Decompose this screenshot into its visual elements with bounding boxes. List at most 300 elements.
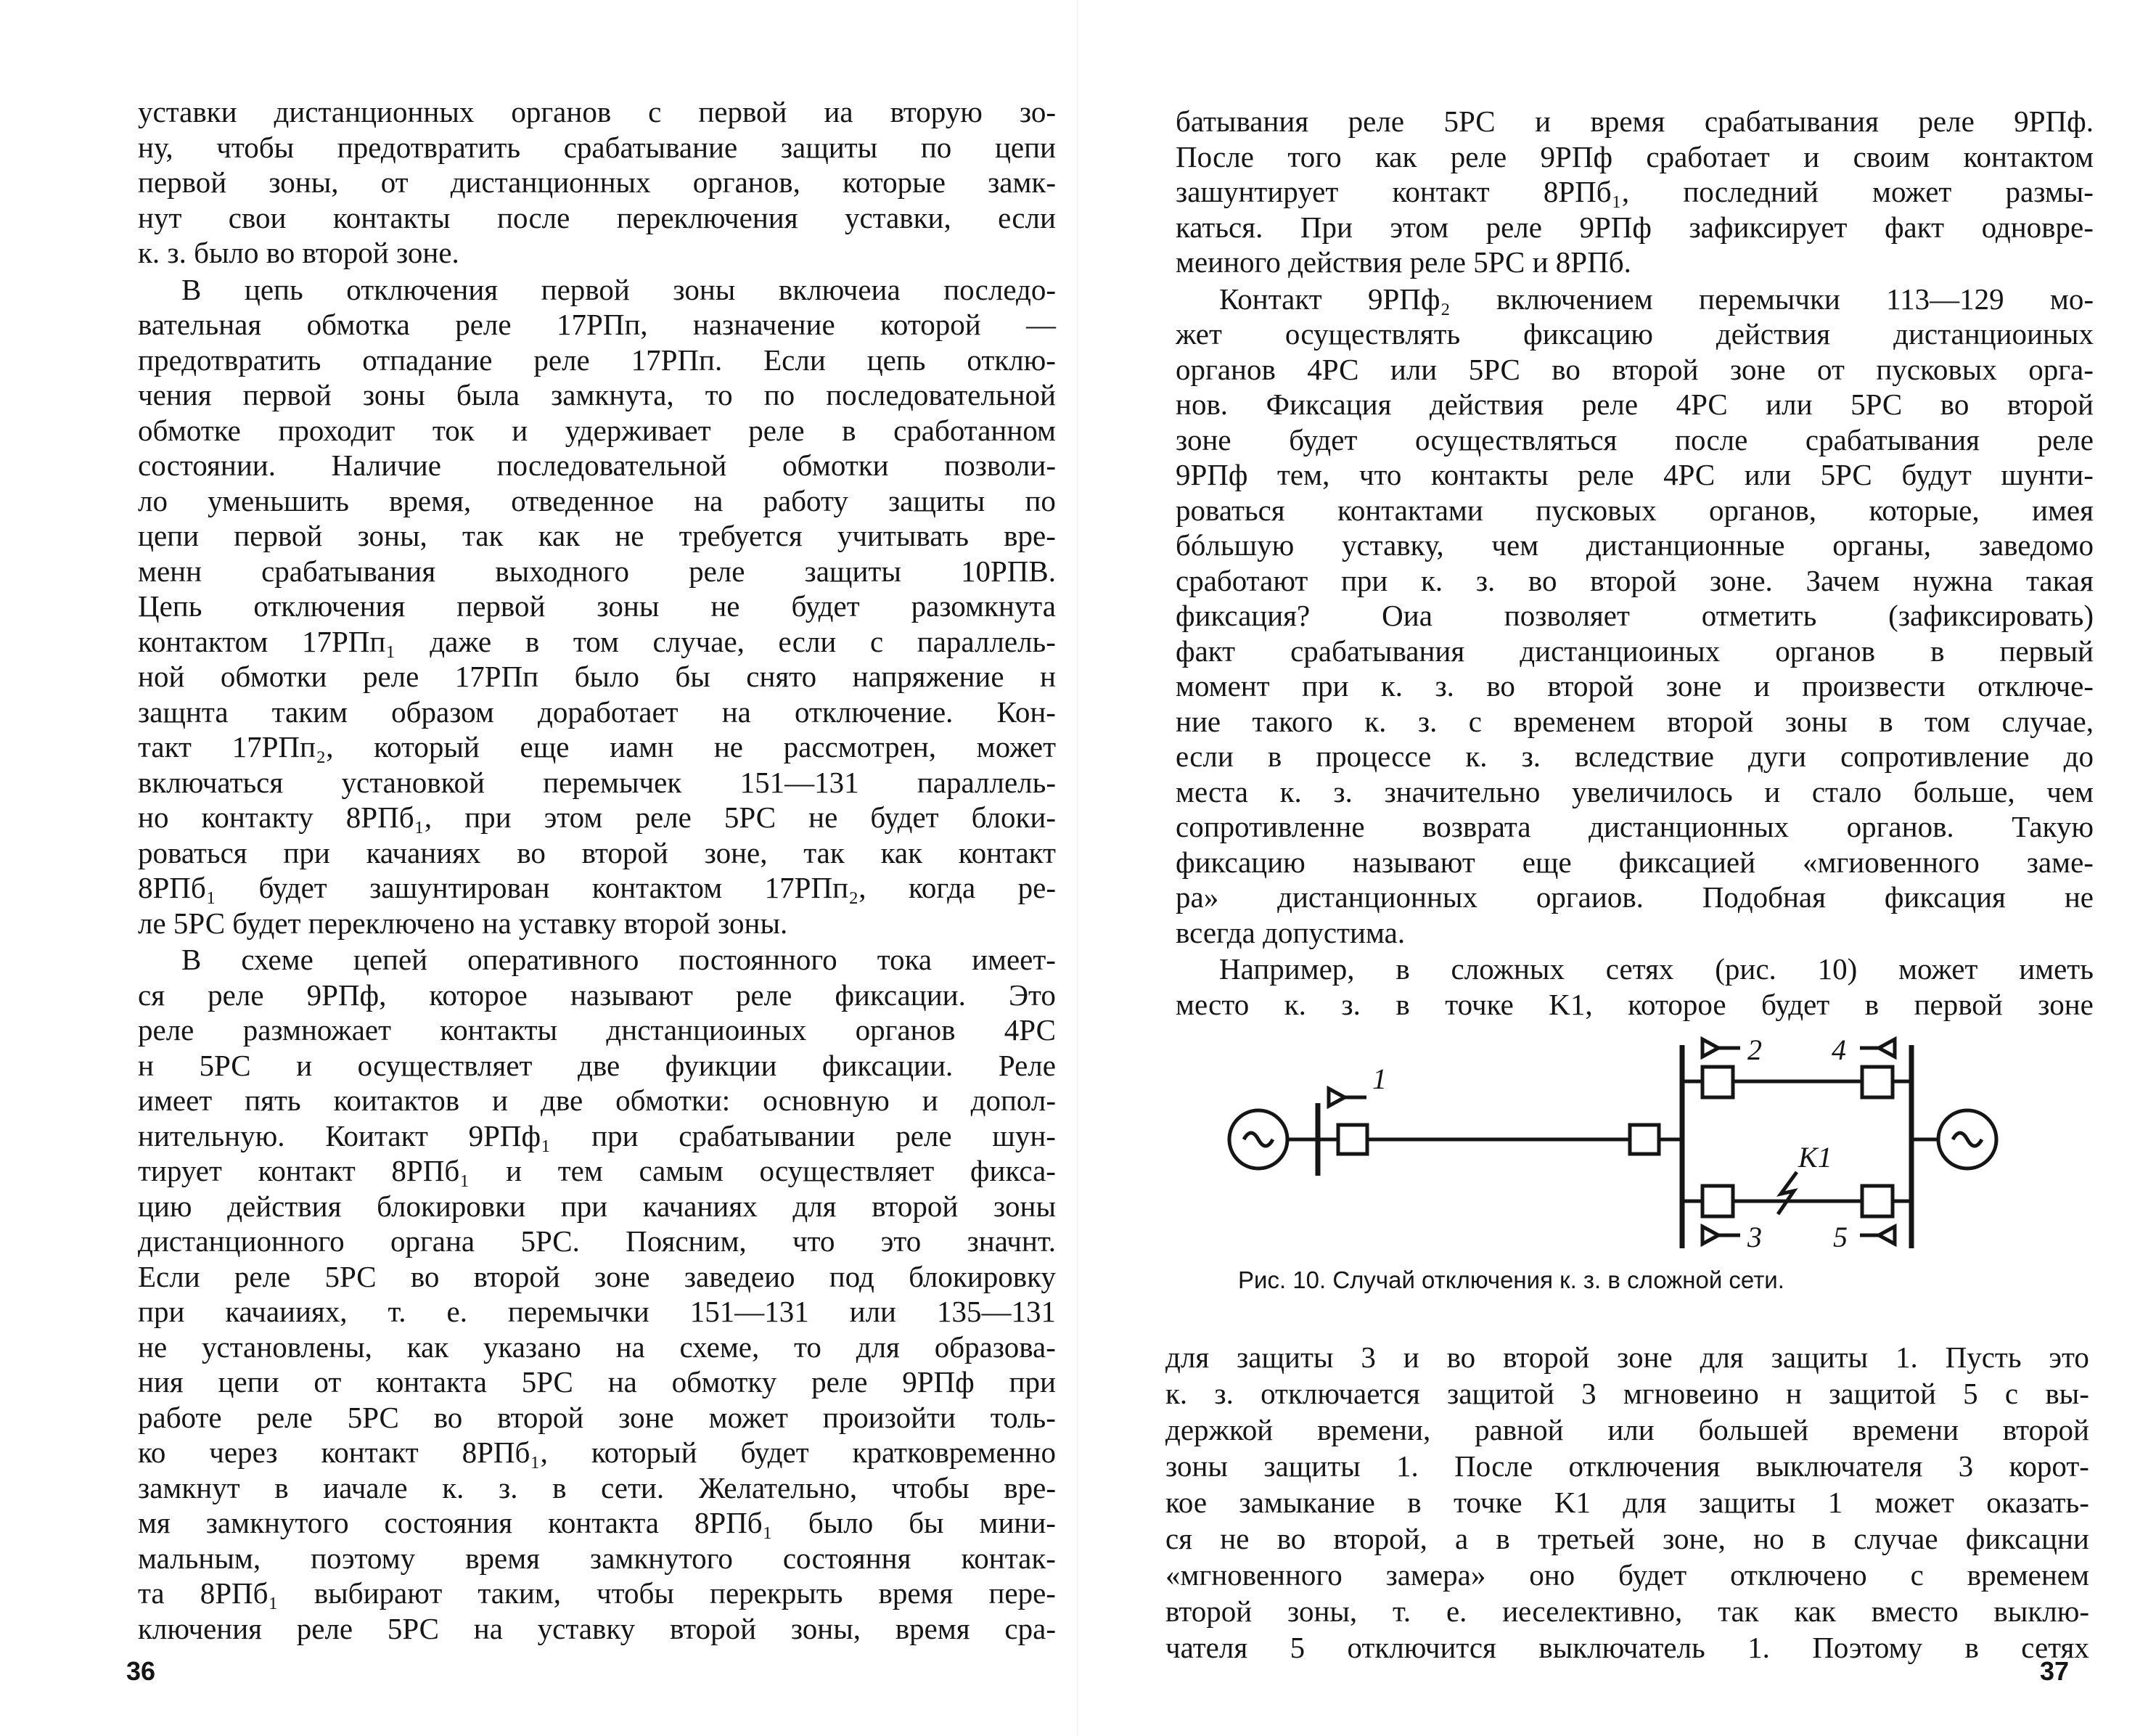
word: второй bbox=[473, 1259, 560, 1293]
word: с bbox=[648, 95, 662, 128]
word: реле bbox=[1485, 210, 1542, 244]
text-line bbox=[1176, 704, 2094, 740]
word: второй bbox=[497, 1400, 584, 1434]
word: замкнут bbox=[138, 1470, 240, 1504]
word: предотвратить bbox=[138, 343, 321, 377]
word: 8РПб₁ bbox=[694, 1506, 773, 1539]
word: но bbox=[1753, 1522, 1784, 1555]
word: органы, bbox=[1832, 528, 1932, 562]
word: уставку, bbox=[1341, 528, 1444, 562]
word: схеме, bbox=[679, 1330, 760, 1364]
word: шун- bbox=[992, 1118, 1056, 1152]
word: 5РС bbox=[347, 1400, 399, 1434]
word: как bbox=[1794, 1594, 1836, 1628]
word: фиксацию bbox=[1176, 845, 1306, 879]
word: Наличие bbox=[331, 449, 441, 482]
word: ну, bbox=[138, 130, 173, 164]
word: зоне bbox=[1665, 669, 1722, 703]
direction-arrow-1 bbox=[1329, 1089, 1366, 1106]
word: пусковых bbox=[1536, 493, 1657, 527]
word: выбирают bbox=[313, 1576, 443, 1610]
word: 5РС bbox=[324, 1259, 377, 1293]
paragraph bbox=[138, 942, 1056, 1646]
word: сработанном bbox=[893, 413, 1056, 447]
word: что bbox=[792, 1224, 835, 1258]
word: значнт. bbox=[967, 1224, 1056, 1258]
word: в bbox=[1964, 1631, 1979, 1664]
word: дистанционных bbox=[274, 95, 475, 128]
word: будут bbox=[1901, 458, 1972, 491]
page-number: 37 bbox=[2040, 1656, 2070, 1686]
word: 151—131 bbox=[689, 1295, 809, 1328]
word: цепи bbox=[994, 130, 1056, 164]
word: органов bbox=[511, 95, 612, 128]
word: защиты bbox=[888, 483, 985, 517]
word: цепи bbox=[218, 1365, 279, 1399]
word: иа bbox=[824, 95, 853, 128]
word: с bbox=[869, 624, 884, 658]
word: от bbox=[380, 165, 409, 199]
word: оперативного bbox=[467, 943, 639, 976]
word: оказать- bbox=[1986, 1486, 2089, 1519]
word: 8РПб₁, bbox=[462, 1436, 548, 1469]
word: при bbox=[138, 1295, 185, 1328]
word: толь- bbox=[990, 1400, 1056, 1434]
right-page bbox=[1078, 0, 2156, 1736]
word: увеличилось bbox=[1572, 774, 1733, 808]
word: равной bbox=[1475, 1413, 1564, 1446]
word: осуществляет bbox=[357, 1048, 533, 1082]
word: заведомо bbox=[1978, 528, 2094, 562]
paragraph bbox=[1176, 951, 2094, 1022]
word: нут bbox=[138, 200, 182, 234]
word: сложных bbox=[1451, 952, 1565, 986]
word: образова- bbox=[934, 1330, 1056, 1364]
word: для bbox=[1165, 1340, 1210, 1374]
word: еще bbox=[520, 730, 570, 763]
text-line bbox=[1176, 845, 2094, 880]
text-line bbox=[1165, 1629, 2089, 1666]
word: к. bbox=[442, 1470, 464, 1504]
word: в bbox=[1864, 987, 1880, 1021]
text-line bbox=[1176, 563, 2094, 599]
word: контактами bbox=[1337, 493, 1483, 527]
word: времени bbox=[1852, 1413, 1959, 1446]
word: 9РПф bbox=[1579, 210, 1652, 244]
word: нов. bbox=[1176, 388, 1229, 421]
word: иметь bbox=[2019, 952, 2094, 986]
word: дистанциоиных bbox=[1520, 634, 1721, 668]
word: 8РПб₁, bbox=[1543, 175, 1630, 208]
word: как bbox=[406, 1330, 449, 1364]
word: размножает bbox=[242, 1013, 392, 1047]
word: з. bbox=[1341, 987, 1361, 1021]
word: будет bbox=[1289, 422, 1358, 456]
word: реле bbox=[811, 1365, 868, 1399]
word: реле bbox=[1450, 139, 1507, 173]
word: основную bbox=[763, 1084, 890, 1117]
word: или bbox=[849, 1295, 896, 1328]
word: реле bbox=[1578, 458, 1634, 491]
word: действия bbox=[1429, 388, 1544, 421]
text-line bbox=[1176, 634, 2094, 669]
text-line bbox=[1176, 422, 2094, 458]
word: будет bbox=[740, 1436, 809, 1469]
word: органов bbox=[855, 1013, 956, 1047]
word: 10РПВ. bbox=[960, 554, 1056, 588]
word: обмотка bbox=[306, 308, 410, 341]
word: При bbox=[1300, 210, 1353, 244]
word: и bbox=[1403, 1340, 1419, 1374]
word: контакта bbox=[376, 1365, 487, 1399]
word: то bbox=[705, 378, 733, 412]
word: с bbox=[1910, 1558, 1924, 1592]
word: зоне bbox=[1617, 1340, 1673, 1374]
word: фиксацни bbox=[1965, 1522, 2089, 1555]
word: роваться bbox=[138, 835, 247, 869]
word: позволи- bbox=[944, 449, 1056, 482]
word: последовательной bbox=[826, 378, 1056, 412]
text-line bbox=[138, 165, 1056, 200]
word: 5РС bbox=[387, 1611, 440, 1645]
text-line bbox=[138, 1541, 1056, 1576]
word: е. bbox=[446, 1295, 467, 1328]
word: оно bbox=[1529, 1558, 1575, 1592]
text-line bbox=[1165, 1339, 2089, 1375]
word: нужна bbox=[1912, 563, 1993, 597]
word: и bbox=[512, 413, 528, 447]
word: том bbox=[1925, 704, 1971, 738]
paragraph bbox=[138, 272, 1056, 941]
word: K1, bbox=[1549, 987, 1593, 1021]
word: бы bbox=[675, 660, 710, 693]
word: перемычек bbox=[543, 765, 682, 799]
word: цию bbox=[138, 1189, 192, 1223]
word: большей bbox=[1698, 1413, 1809, 1446]
word: мо- bbox=[2049, 282, 2094, 316]
word: переключения bbox=[616, 200, 798, 234]
word: допол- bbox=[970, 1084, 1056, 1117]
word: которые, bbox=[1869, 493, 1980, 527]
word: точке bbox=[1445, 987, 1514, 1021]
word: 4РС bbox=[1676, 388, 1728, 421]
word: 3 bbox=[1958, 1449, 1974, 1483]
figure-caption: Рис. 10. Случай отключения к. з. в сложной сети. bbox=[1238, 1266, 1784, 1293]
word: качаниях bbox=[642, 1189, 758, 1223]
word: действия bbox=[227, 1189, 342, 1223]
word: и bbox=[1535, 105, 1552, 138]
word: отключается bbox=[1261, 1377, 1420, 1410]
word: Поясним, bbox=[626, 1224, 747, 1258]
word: на bbox=[607, 1365, 637, 1399]
word: иачале bbox=[323, 1470, 408, 1504]
word: на bbox=[473, 1611, 503, 1645]
text-line bbox=[138, 800, 1056, 835]
word: контактом bbox=[1963, 139, 2094, 173]
word: это bbox=[2049, 1340, 2089, 1374]
word: с bbox=[1468, 704, 1482, 738]
word: обмотку bbox=[671, 1365, 777, 1399]
text-line bbox=[1176, 774, 2094, 810]
word: 113—129 bbox=[1886, 282, 2004, 316]
word: з. bbox=[1214, 1377, 1234, 1410]
text-line bbox=[138, 307, 1056, 343]
word: первой bbox=[234, 519, 323, 552]
word: состояння bbox=[782, 1541, 911, 1575]
word: как bbox=[538, 519, 581, 552]
text-line bbox=[1165, 1557, 2089, 1593]
text-line bbox=[1165, 1412, 2089, 1448]
word: первой bbox=[541, 272, 630, 306]
word: второй bbox=[1165, 1594, 1253, 1628]
text-line bbox=[1176, 139, 2094, 175]
page-number: 36 bbox=[126, 1656, 156, 1686]
word: сети. bbox=[601, 1470, 665, 1504]
word: менн bbox=[138, 554, 202, 588]
word: когда bbox=[909, 871, 976, 904]
word: реле bbox=[455, 308, 512, 341]
word: чения bbox=[138, 378, 212, 412]
word: в bbox=[552, 1470, 567, 1504]
word: может bbox=[1874, 1486, 1954, 1519]
word: ния bbox=[138, 1365, 184, 1399]
word: свои bbox=[228, 200, 287, 234]
word: зоны, bbox=[1287, 1594, 1358, 1628]
word: вторую bbox=[890, 95, 983, 128]
word: одновре- bbox=[1981, 210, 2094, 244]
word: 9РПф bbox=[1176, 458, 1248, 491]
text-line bbox=[138, 1330, 1056, 1365]
word: работе bbox=[138, 1400, 222, 1434]
word: если bbox=[998, 200, 1056, 234]
word: органов, bbox=[692, 165, 800, 199]
word: 9РПф₂ bbox=[1367, 282, 1451, 316]
word: 17РПп₂, bbox=[231, 730, 334, 763]
text-line bbox=[138, 1048, 1056, 1084]
word: этом bbox=[544, 801, 603, 834]
word: тока bbox=[877, 943, 933, 976]
word: позволяет bbox=[1504, 599, 1630, 632]
word: второй bbox=[2007, 388, 2094, 421]
word: ключения bbox=[138, 1611, 263, 1645]
word: срабатывания bbox=[1805, 422, 1980, 456]
word: 17РПп, bbox=[556, 308, 648, 341]
word: коитактов bbox=[333, 1084, 460, 1117]
word: при bbox=[1009, 1365, 1056, 1399]
text-line bbox=[138, 978, 1056, 1013]
word: сработает bbox=[1646, 139, 1770, 173]
word: защнта bbox=[138, 695, 229, 729]
word: для bbox=[1623, 1486, 1667, 1519]
word: пять bbox=[245, 1084, 301, 1117]
word: 151—131 bbox=[739, 765, 859, 799]
text-line bbox=[138, 200, 1056, 236]
word: в bbox=[1930, 634, 1945, 668]
word: второй bbox=[872, 1189, 959, 1223]
direction-arrow-2 bbox=[1702, 1039, 1740, 1057]
word: отметить bbox=[1701, 599, 1817, 632]
word: выклю- bbox=[1993, 1594, 2089, 1628]
word: второй bbox=[1612, 352, 1699, 386]
word: последний bbox=[1683, 175, 1819, 208]
word: к. bbox=[1380, 669, 1403, 703]
word: не bbox=[808, 801, 838, 834]
word: контакт bbox=[958, 835, 1056, 869]
word: дистанционных bbox=[1589, 810, 1789, 843]
word: в bbox=[1395, 987, 1410, 1021]
word: так bbox=[803, 835, 845, 869]
word: удерживает bbox=[565, 413, 711, 447]
text-line bbox=[138, 729, 1056, 765]
word: чателя bbox=[1165, 1631, 1248, 1664]
word: В bbox=[181, 272, 202, 306]
word: е. bbox=[1446, 1594, 1467, 1628]
label-4: 4 bbox=[1832, 1033, 1846, 1066]
word: или bbox=[1744, 458, 1792, 491]
word: через bbox=[209, 1436, 278, 1469]
word: дуги bbox=[1747, 740, 1807, 773]
word: фиксации. bbox=[821, 1048, 954, 1082]
word: днстанциоиных bbox=[606, 1013, 807, 1047]
text-line: всегда допустима. bbox=[1176, 915, 1406, 949]
word: второй bbox=[669, 1611, 757, 1645]
word: в bbox=[1395, 952, 1410, 986]
word: з. bbox=[499, 1470, 518, 1504]
word: по bbox=[920, 130, 952, 164]
word: которое bbox=[1628, 987, 1726, 1021]
right-page-text-top bbox=[1176, 104, 2094, 1023]
text-line bbox=[138, 1153, 1056, 1189]
word: стало bbox=[1811, 774, 1882, 808]
word: может bbox=[976, 730, 1056, 763]
word: зоне bbox=[618, 1400, 674, 1434]
word: «мгиовенного bbox=[1803, 845, 1980, 879]
word: обмотки bbox=[782, 449, 889, 482]
word: первой bbox=[242, 378, 332, 412]
word: ся bbox=[1165, 1522, 1193, 1555]
text-line bbox=[138, 1259, 1056, 1295]
word: 10) bbox=[1817, 952, 1858, 986]
word: 9РПф. bbox=[2014, 105, 2094, 138]
label-1: 1 bbox=[1372, 1063, 1387, 1095]
word: к. bbox=[1165, 1377, 1188, 1410]
word: вследствие bbox=[1575, 740, 1714, 773]
word: или bbox=[1766, 388, 1813, 421]
word: по bbox=[1025, 483, 1056, 517]
word: выходного bbox=[495, 554, 630, 588]
word: Зачем bbox=[1805, 563, 1880, 597]
word: но bbox=[138, 801, 169, 834]
word: того bbox=[1287, 139, 1342, 173]
word: 17РПп₁ bbox=[301, 624, 396, 658]
breaker-line-end bbox=[1630, 1125, 1659, 1154]
word: процессе bbox=[1316, 740, 1432, 773]
word: в bbox=[525, 624, 540, 658]
text-line bbox=[138, 518, 1056, 554]
word: если bbox=[1176, 740, 1234, 773]
word: произойти bbox=[822, 1400, 956, 1434]
word: то bbox=[794, 1330, 821, 1364]
word: может bbox=[1898, 952, 1978, 986]
word: обмотки bbox=[220, 660, 327, 693]
word: ся bbox=[138, 978, 165, 1012]
word: срабатывание bbox=[563, 130, 738, 164]
word: имея bbox=[2032, 493, 2094, 527]
word: дистанционных bbox=[1277, 880, 1477, 914]
word: срабатывания bbox=[1704, 105, 1879, 138]
word: времени, bbox=[1316, 1413, 1431, 1446]
word: может bbox=[1872, 175, 1952, 208]
word: не bbox=[615, 519, 644, 552]
word: второй bbox=[1503, 1340, 1590, 1374]
text-line bbox=[1176, 352, 2094, 388]
word: случае, bbox=[2001, 704, 2094, 738]
word: 5 bbox=[1290, 1631, 1306, 1664]
word: установкой bbox=[341, 765, 485, 799]
word: установлены, bbox=[201, 1330, 372, 1364]
word: защитой bbox=[1447, 1377, 1554, 1410]
word: цепь bbox=[244, 272, 303, 306]
word: контактом bbox=[138, 624, 269, 658]
network-diagram bbox=[1223, 1031, 2044, 1263]
word: в bbox=[1811, 1522, 1827, 1555]
word: органов, bbox=[1708, 493, 1817, 527]
word: первой bbox=[456, 589, 546, 623]
word: отклю- bbox=[967, 343, 1056, 377]
word: первой bbox=[138, 165, 227, 199]
word: факт bbox=[1176, 634, 1236, 668]
text-line bbox=[138, 1364, 1056, 1400]
word: н bbox=[138, 1048, 154, 1082]
word: дистанционных bbox=[450, 165, 651, 199]
word: ной bbox=[138, 660, 185, 693]
word: «мгновенного bbox=[1165, 1558, 1343, 1592]
word: время, bbox=[389, 483, 472, 517]
word: не bbox=[1220, 1522, 1250, 1555]
word: действия bbox=[1716, 317, 1831, 351]
word: что bbox=[1358, 458, 1402, 491]
word: еще bbox=[1522, 845, 1572, 879]
text-line bbox=[138, 659, 1056, 695]
word: отключения bbox=[253, 589, 406, 623]
text-line bbox=[1165, 1593, 2089, 1629]
word: защиты bbox=[804, 554, 901, 588]
word: зоне, bbox=[704, 835, 768, 869]
word: будет bbox=[1761, 987, 1830, 1021]
word: которые bbox=[843, 165, 946, 199]
word: реле bbox=[2037, 422, 2094, 456]
word: две bbox=[577, 1048, 620, 1082]
word: шунти- bbox=[2001, 458, 2094, 491]
word: Желательно, bbox=[698, 1470, 858, 1504]
text-line bbox=[1165, 1448, 2089, 1484]
word: фикса- bbox=[970, 1154, 1056, 1187]
word: ра» bbox=[1176, 880, 1219, 914]
word: После bbox=[1176, 139, 1254, 173]
word: зашунтирует bbox=[1176, 175, 1339, 208]
text-line bbox=[138, 1576, 1056, 1611]
word: будет bbox=[258, 871, 327, 904]
word: к. bbox=[1364, 704, 1387, 738]
word: при bbox=[1340, 563, 1388, 597]
word: реле bbox=[635, 801, 692, 834]
word: 135—131 bbox=[936, 1295, 1056, 1328]
word: замкнута, bbox=[551, 378, 674, 412]
word: 5 bbox=[1963, 1377, 1978, 1410]
text-line bbox=[138, 413, 1056, 449]
word: защиты bbox=[1771, 1340, 1869, 1374]
word: зоне bbox=[1729, 352, 1786, 386]
